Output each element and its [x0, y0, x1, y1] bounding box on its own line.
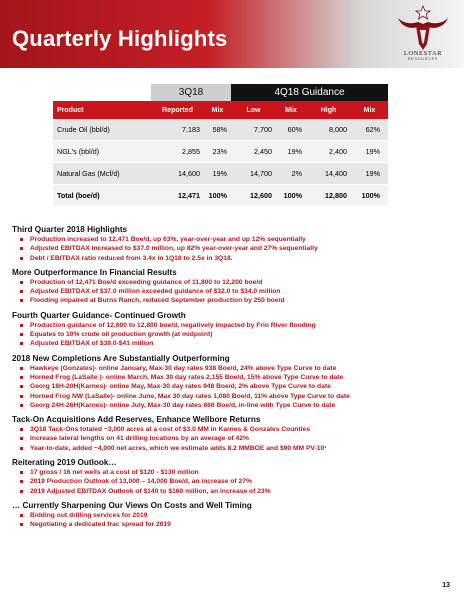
col-header-mix: Mix — [211, 106, 224, 114]
bullet-list — [12, 468, 452, 496]
bullet-text: 2019 Adjusted EBITDAX Outlook of $140 to $160 million, an increase of 23% — [30, 487, 271, 495]
bullet-square-icon — [20, 281, 23, 284]
table-row-total — [53, 185, 388, 207]
bullet-square-icon — [20, 437, 23, 440]
bullet-square-icon — [20, 523, 23, 526]
section-title: More Outperformance In Financial Results — [12, 267, 177, 277]
section-third-quarter — [12, 224, 452, 263]
bullet-list — [12, 278, 452, 306]
section-title: 2018 New Completions Are Substantially Outperforming — [12, 353, 230, 363]
bullet-text: 3Q18 Tack-Ons totaled ~3,000 acres at a cost of $3.0 MM in Karnes & Gonzales Counties — [30, 426, 310, 434]
production-table — [53, 84, 388, 207]
section-fourth-quarter-guidance — [12, 310, 452, 349]
section-financial-outperformance — [12, 267, 452, 306]
page-title: Quarterly Highlights — [12, 26, 228, 51]
bullet-square-icon — [20, 247, 23, 250]
group-header-3q18: 3Q18 — [151, 84, 231, 101]
bullet-item — [12, 425, 452, 434]
cell-mix: 58% — [212, 125, 227, 134]
section-2019-outlook — [12, 457, 452, 496]
table-row — [53, 163, 388, 185]
table-header-row — [53, 101, 388, 119]
section-title: Tack-On Acquisitions Add Reserves, Enhance Wellbore Returns — [12, 415, 261, 425]
cell-mix: 100% — [361, 191, 380, 200]
cell-product: Natural Gas (Mcf/d) — [57, 169, 120, 178]
logo-wordmark: LONESTAR — [403, 50, 443, 57]
bullet-text: 17 gross / 16 net wells at a cost of $120 - $130 million — [30, 469, 199, 477]
bullet-item — [12, 364, 452, 373]
bullet-text: Increase lateral lengths on 41 drilling locations by an average of 42% — [30, 435, 249, 443]
cell-mix: 23% — [212, 147, 227, 156]
bullet-square-icon — [20, 342, 23, 345]
bullet-text: Production increased to 12,471 Boe/d, up 63%, year-over-year and up 12% sequentially — [30, 236, 306, 243]
bullet-item — [12, 330, 452, 339]
bullet-item — [12, 434, 452, 443]
bullet-square-icon — [20, 238, 23, 241]
cell-mix: 100% — [283, 191, 302, 200]
bullet-item — [12, 382, 452, 391]
col-header-mix: Mix — [363, 106, 376, 114]
group-spacer — [53, 84, 151, 101]
bullet-item — [12, 392, 452, 401]
bullet-text: Adjusted EBITDAX increased to $37.0 million, up 82% year-over-year and 27% sequentially — [30, 245, 318, 253]
bullet-item — [12, 235, 452, 244]
cell-low: 12,600 — [250, 191, 272, 200]
group-header-4q18-guidance: 4Q18 Guidance — [231, 84, 388, 101]
bullet-text: Year-to-date, added ~4,000 net acres, which we estimate adds 8.2 MMBOE and $90 MM PV-10¹ — [30, 444, 327, 452]
cell-product: NGL's (bbl/d) — [57, 147, 100, 156]
bullet-list — [12, 425, 452, 453]
col-header-low: Low — [246, 106, 261, 114]
cell-reported: 2,855 — [182, 147, 200, 156]
cell-product: Total (boe/d) — [57, 191, 100, 200]
bullet-square-icon — [20, 480, 23, 483]
bullet-text: Negotiating a dedicated frac spread for 2019 — [30, 521, 171, 529]
bullet-list — [12, 511, 452, 530]
bullet-square-icon — [20, 490, 23, 493]
cell-high: 2,400 — [329, 147, 347, 156]
bullet-item — [12, 444, 452, 453]
bullet-square-icon — [20, 428, 23, 431]
cell-reported: 14,600 — [178, 169, 200, 178]
bullet-item — [12, 296, 452, 305]
bullet-text: Georg 24H-26H(Karnes)- online July, Max-30 day rates 866 Boe/d, in-line with Type Curve to date — [30, 401, 336, 409]
cell-low: 14,700 — [250, 169, 272, 178]
bullet-text: Production guidance of 12,600 to 12,800 boe/d, negatively impacted by Frio River flooding — [30, 321, 316, 329]
cell-product: Crude Oil (bbl/d) — [57, 125, 110, 134]
bullet-item — [12, 468, 452, 477]
table-group-headers — [53, 84, 388, 101]
bullet-text: Hawkeye (Gonzales)- online January, Max-30 day rates 938 Boe/d, 24% above Type Curve to date — [30, 364, 337, 372]
cell-mix: 19% — [365, 147, 380, 156]
bullet-text: Production of 12,471 Boe/d exceeding guidance of 11,800 to 12,200 boe/d — [30, 278, 263, 286]
bullet-item — [12, 321, 452, 330]
bullet-item — [12, 373, 452, 382]
section-title: … Currently Sharpening Our Views On Costs and Well Timing — [12, 500, 252, 510]
section-title: Reiterating 2019 Outlook… — [12, 458, 117, 468]
cell-mix: 60% — [287, 125, 302, 134]
cell-mix: 100% — [208, 191, 227, 200]
section-new-completions — [12, 353, 452, 410]
col-header-high: High — [320, 106, 337, 114]
bullet-square-icon — [20, 395, 23, 398]
cell-high: 14,400 — [325, 169, 347, 178]
bullet-item — [12, 511, 452, 520]
bullet-text: Horned Frog NW (LaSalle)- online June, Max 30 day rates 1,080 Boe/d, 11% above Type Curve to date — [30, 392, 350, 400]
bullet-item — [12, 339, 452, 348]
col-header-reported: Reported — [162, 106, 193, 114]
bullet-square-icon — [20, 324, 23, 327]
bullet-text: Adjusted EBITDAX of $37.0 million exceeded guidance of $32.0 to $34.0 million — [30, 288, 281, 296]
section-title: Third Quarter 2018 Highlights — [12, 225, 128, 234]
col-header-mix: Mix — [285, 106, 297, 114]
section-costs-and-timing — [12, 500, 452, 530]
bullet-text: Horned Frog (LaSalle )- online March, Max 30 day rates 2,155 Boe/d, 15% above Type Curve to date — [30, 373, 344, 381]
bullet-text: Georg 18H-20H(Karnes)- online May, Max-30 day rates 948 Boe/d, 2% above Type Curve to date — [30, 383, 331, 391]
bullet-item — [12, 254, 452, 263]
bullet-text: 2019 Production Outlook of 13,000 – 14,000 Boe/d, an increase of 27% — [30, 478, 252, 486]
logo-subtitle: RESOURCES — [408, 57, 438, 61]
bullet-list — [12, 321, 452, 349]
bullet-item — [12, 287, 452, 296]
bullet-item — [12, 520, 452, 529]
bullet-item — [12, 487, 452, 496]
bullet-item — [12, 477, 452, 486]
bullet-square-icon — [20, 376, 23, 379]
bullet-square-icon — [20, 290, 23, 293]
section-tack-on-acquisitions — [12, 414, 452, 453]
table-row — [53, 119, 388, 141]
cell-mix: 19% — [287, 147, 302, 156]
bullet-square-icon — [20, 404, 23, 407]
bullet-text: Equates to 10% crude oil production growth (at midpoint) — [30, 331, 213, 339]
bullet-list — [12, 235, 452, 263]
cell-mix: 19% — [365, 169, 380, 178]
bullet-text: Bidding out drilling services for 2019 — [30, 511, 148, 519]
bullet-list — [12, 364, 452, 410]
section-title: Fourth Quarter Guidance- Continued Growth — [12, 310, 186, 320]
cell-reported: 7,183 — [182, 125, 200, 134]
bullet-square-icon — [20, 447, 23, 450]
cell-low: 2,450 — [254, 147, 272, 156]
title-banner — [0, 0, 464, 68]
bullet-square-icon — [20, 333, 23, 336]
cell-low: 7,700 — [254, 125, 272, 134]
cell-mix: 2% — [291, 169, 302, 178]
col-header-product: Product — [57, 106, 84, 114]
highlights-sections — [12, 224, 452, 534]
bullet-square-icon — [20, 257, 23, 260]
bullet-item — [12, 401, 452, 410]
bullet-square-icon — [20, 514, 23, 517]
table-row — [53, 141, 388, 163]
bullet-square-icon — [20, 367, 23, 370]
cell-high: 8,000 — [329, 125, 347, 134]
bullet-square-icon — [20, 385, 23, 388]
bullet-square-icon — [20, 299, 23, 302]
cell-high: 12,800 — [325, 191, 347, 200]
bullet-text: Flooding impaired at Burns Ranch, reduced September production by 250 boe/d — [30, 297, 285, 305]
bullet-item — [12, 244, 452, 253]
bullet-item — [12, 278, 452, 287]
bullet-text: Debt / EBITDAX ratio reduced from 3.4x in 1Q18 to 2.5x in 3Q18. — [30, 254, 233, 262]
cell-reported: 12,471 — [178, 191, 200, 200]
cell-mix: 19% — [212, 169, 227, 178]
bullet-square-icon — [20, 471, 23, 474]
cell-mix: 62% — [365, 125, 380, 134]
page-number: 13 — [442, 582, 450, 589]
bullet-text: Adjusted EBITDAX of $39.0-$41 million — [30, 340, 154, 348]
